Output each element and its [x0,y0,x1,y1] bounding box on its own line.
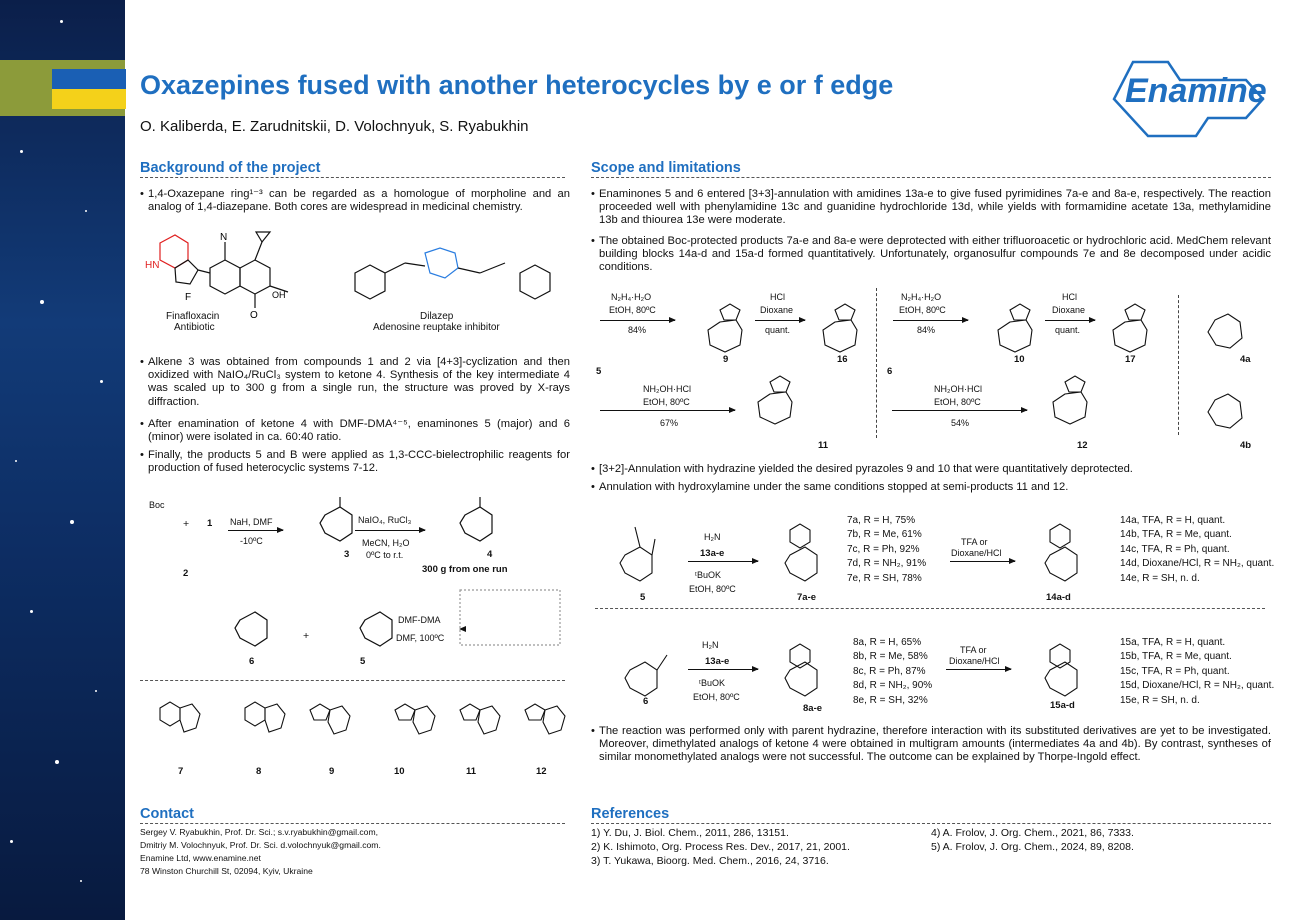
compound-11-label: 11 [818,440,829,451]
logo-text: Enamine [1125,72,1267,110]
condition-temp2: 0ºC to r.t. [366,550,404,560]
compound-8-label: 8 [256,766,262,777]
amidine-label: 13a-e [705,656,730,667]
synthesis-scheme [140,495,570,675]
yields-14-list [1120,514,1274,586]
hydrazine-reagent: N₂H₄·H₂O [901,292,942,302]
contact-line-2: Dmitriy M. Volochnyuk, Prof. Dr. Sci. d.volochnyuk@gmail.com. [140,840,381,850]
references-heading: References [591,806,670,822]
arrow [688,561,758,562]
compound-17-label: 17 [1125,354,1136,365]
dioxane-hcl: Dioxane/HCl [949,656,1000,666]
compound-5-label: 5 [640,592,646,603]
etoh-condition: EtOH, 80ºC [689,584,736,594]
scope-bullet-1: • Enaminones 5 and 6 entered [3+3]-annulation with amidines 13a-e to give fused pyrimidines 7a-e and 8a-e, respectively. The reaction proceeded well with phenylamidine 13c and guanidine hydrochloride 13d, while yields with formamidine acetate 13a, methylamidine 13b and thiourea 13e were moderate. [599,188,1271,228]
yield-8e: 8e, R = SH, 32% [853,694,928,706]
background-bullet-4: • Finally, the products 5 and B were applied as 1,3-CCC-bielectrophilic reagents for production of fused heterocyclic systems 7-12. [148,449,570,475]
compound-7ae-label: 7a-e [797,592,817,603]
compound-1-label: 1 [207,518,213,529]
etoh-condition: EtOH, 80ºC [934,397,981,407]
finafloxacin-label: Finafloxacin [166,311,220,322]
tbuok-reagent: ᵗBuOK [695,570,721,580]
reagent-boc: Boc [149,500,165,510]
compound-6-label: 6 [643,696,649,707]
yield-14c: 14c, TFA, R = Ph, quant. [1120,543,1230,555]
etoh-condition: EtOH, 80ºC [693,692,740,702]
arrow [946,669,1011,670]
reference-3: 3) T. Yukawa, Bioorg. Med. Chem., 2016, 24, 3716. [591,855,829,867]
authors: O. Kaliberda, E. Zarudnitskii, D. Volochnyuk, S. Ryabukhin [140,118,529,135]
reference-5: 5) A. Frolov, J. Org. Chem., 2024, 89, 8208. [931,841,1134,853]
dilazep-label: Dilazep [420,311,454,322]
tfa-or: TFA or [961,537,988,547]
tbuok-reagent: ᵗBuOK [699,678,725,688]
condition-dmf100: DMF, 100ºC [396,633,445,643]
amidine-reagent: H₂N [702,640,719,650]
yield-7a: 7a, R = H, 75% [847,515,916,526]
yield-15d: 15d, Dioxane/HCl, R = NH₂, quant. [1120,680,1275,692]
reference-4: 4) A. Frolov, J. Org. Chem., 2021, 86, 7333. [931,827,1134,839]
etoh-condition: EtOH, 80ºC [899,305,946,315]
reference-2: 2) K. Ishimoto, Org. Process Res. Dev., 2017, 21, 2001. [591,841,850,853]
pyrazole-isoxazole-structures [680,290,1280,440]
compound-3-label: 3 [344,549,350,560]
compound-10-label: 10 [394,766,405,777]
yield-15e: 15e, R = SH, n. d. [1120,694,1200,706]
starfield-panel [0,0,125,920]
page-title: Oxazepines fused with another heterocycles by e or f edge [140,70,894,100]
compound-9-label: 9 [723,354,729,365]
svg-text:HN: HN [145,260,160,271]
quant-yield: quant. [765,325,791,335]
compound-12-label: 12 [1077,440,1088,451]
compound-4b-label: 4b [1240,440,1252,451]
background-bullet-2: • Alkene 3 was obtained from compounds 1 and 2 via [4+3]-cyclization and then oxidized with NaIO₄/RuCl₃ system to ketone 4. Synthesis of the key intermediate 4 was scaled up to 300 g from a single run, the structure was proved by X-rays diffraction. [148,356,570,409]
etoh-condition: EtOH, 80ºC [609,305,656,315]
compound-2-label: 2 [183,568,189,579]
yield-14d: 14d, Dioxane/HCl, R = NH₂, quant. [1120,558,1275,570]
compound-14ad-label: 14a-d [1046,592,1071,603]
compound-11-label: 11 [466,766,477,777]
yield-7c: 7c, R = Ph, 92% [847,543,920,555]
yield-15a: 15a, TFA, R = H, quant. [1120,637,1226,648]
contact-line-4: 78 Winston Churchill St, 02094, Kyiv, Ukraine [140,866,313,876]
yield-67: 67% [660,418,679,428]
svg-text:N: N [220,232,228,243]
compound-6-label: 6 [249,656,255,667]
background-heading: Background of the project [140,160,321,176]
etoh-condition: EtOH, 80ºC [643,397,690,407]
amidine-label: 13a-e [700,548,725,559]
dilazep-role: Adenosine reuptake inhibitor [373,322,500,333]
background-bullet-3: • After enamination of ketone 4 with DMF-DMA⁴⁻⁵, enaminones 5 (major) and 6 (minor) were isolated in ca. 60:40 ratio. [148,418,570,444]
hydrazine-reagent: N₂H₄·H₂O [611,292,652,302]
yield-7d: 7d, R = NH₂, 91% [847,558,927,570]
yield-8c: 8c, R = Ph, 87% [853,665,926,677]
dioxane-hcl: Dioxane/HCl [951,548,1002,558]
compound-10-label: 10 [1014,354,1025,365]
divider [140,680,565,682]
quant-yield: quant. [1055,325,1081,335]
compound-5-label: 5 [360,656,366,667]
compound-12-label: 12 [536,766,547,777]
compound-9-label: 9 [329,766,335,777]
dioxane-solvent: Dioxane [1052,305,1086,315]
divider [140,823,565,825]
arrow [228,530,283,531]
yields-15-list [1120,636,1274,708]
yield-7e: 7e, R = SH, 78% [847,572,922,584]
arrow [355,530,425,531]
compound-4-label: 4 [487,549,493,560]
products-7-12-structures [140,688,570,758]
nh2oh-reagent: NH₂OH·HCl [934,384,982,394]
divider [591,177,1271,179]
divider [140,177,565,179]
compound-8ae-label: 8a-e [803,703,823,714]
scope-bullet-3: • [3+2]-Annulation with hydrazine yielded the desired pyrazoles 9 and 10 that were quantitatively deprotected. [599,463,1271,476]
scope-bullet-2: • The obtained Boc-protected products 7a-e and 8a-e were deprotected with either trifluoroacetic or hydrochloric acid. MedChem relevant building blocks 14a-d and 15a-d formed quantitatively. Unfortunately, organosulfur compounds 7e and 8e decomposed under acidic conditions. [599,235,1271,275]
yield-14b: 14b, TFA, R = Me, quant. [1120,529,1232,541]
compound-5-label: 5 [596,366,602,377]
yield-14e: 14e, R = SH, n. d. [1120,572,1200,584]
plus-sign: + [183,518,190,530]
scope-bullet-5: • The reaction was performed only with parent hydrazine, therefore interaction with its substituted derivatives are yet to be investigated. Moreover, dimethylated analogs of ketone 4 were obtained in multigram amounts (intermediates 4a and 4b). By contrast, syntheses of similar monomethylated analogs were not successful. The outcome can be explained by Thorpe-Ingold effect. [599,725,1271,765]
ukraine-flag-banner [0,60,125,116]
compound-15ad-label: 15a-d [1050,700,1075,711]
scale-note: 300 g from one run [422,564,508,575]
yield-7b: 7b, R = Me, 61% [847,529,922,541]
yields-7-list [847,514,926,586]
dioxane-solvent: Dioxane [760,305,794,315]
nh2oh-reagent: NH₂OH·HCl [643,384,691,394]
yield-15c: 15c, TFA, R = Ph, quant. [1120,665,1230,677]
yield-8b: 8b, R = Me, 58% [853,651,928,663]
yield-14a: 14a, TFA, R = H, quant. [1120,515,1226,526]
hcl-reagent: HCl [1062,292,1077,302]
scope-heading: Scope and limitations [591,160,741,176]
amidine-reagent: H₂N [704,532,721,542]
contact-line-1: Sergey V. Ryabukhin, Prof. Dr. Sci.; s.v.ryabukhin@gmail.com, [140,827,378,837]
yield-8d: 8d, R = NH₂, 90% [853,680,933,692]
yield-8a: 8a, R = H, 65% [853,637,922,648]
compound-7-label: 7 [178,766,184,777]
condition-nah: NaH, DMF [230,517,273,527]
svg-text:OH: OH [272,290,286,300]
yields-8-list [853,636,932,708]
finafloxacin-role: Antibiotic [174,322,215,333]
hcl-reagent: HCl [770,292,785,302]
compound-16-label: 16 [837,354,848,365]
condition-temp1: -10ºC [240,536,263,546]
compound-4a-label: 4a [1240,354,1251,365]
yield-54: 54% [951,418,970,428]
yield-84: 84% [917,325,936,335]
divider [595,608,1265,610]
contact-heading: Contact [140,806,194,822]
arrow [600,320,675,321]
svg-text:O: O [250,310,258,321]
condition-dmfdma: DMF-DMA [398,615,441,625]
tfa-or: TFA or [960,645,987,655]
yield-84: 84% [628,325,647,335]
condition-solvent: MeCN, H₂O [362,538,410,548]
arrow [950,561,1015,562]
reference-1: 1) Y. Du, J. Biol. Chem., 2011, 286, 13151. [591,827,789,839]
condition-naio4: NaIO₄, RuCl₃ [358,515,412,525]
compound-6-label: 6 [887,366,893,377]
svg-text:F: F [185,292,192,303]
divider [591,823,1271,825]
plus-sign-2: + [303,630,310,642]
background-bullet-1: • 1,4-Oxazepane ring¹⁻³ can be regarded as a homologue of morpholine and an analog of 1,4-diazepane. Both cores are widespread in medicinal chemistry. [148,188,570,214]
arrow [688,669,758,670]
scope-bullet-4: • Annulation with hydroxylamine under the same conditions stopped at semi-products 11 and 12. [599,481,1271,494]
yield-15b: 15b, TFA, R = Me, quant. [1120,651,1232,663]
contact-line-3: Enamine Ltd, www.enamine.net [140,853,261,863]
